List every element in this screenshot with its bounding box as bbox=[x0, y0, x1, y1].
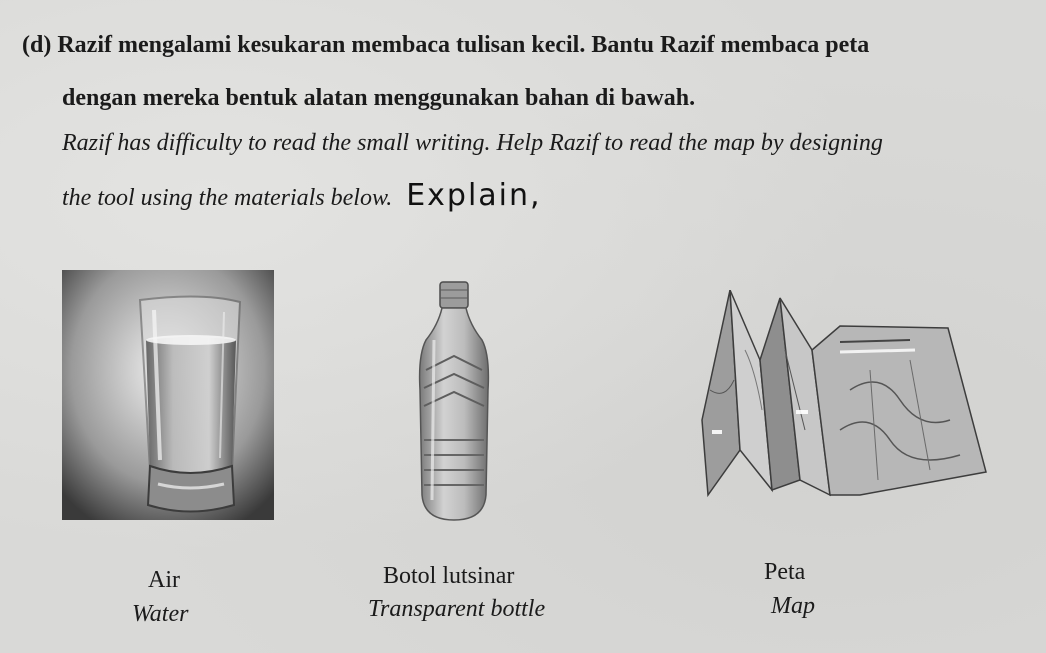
glass-of-water-image bbox=[62, 270, 274, 520]
material-3-english-label: Map bbox=[771, 593, 815, 619]
plastic-bottle-icon bbox=[412, 280, 496, 525]
question-english-text-1: Razif has difficulty to read the small writing. Help Razif to read the map by designing bbox=[62, 130, 883, 156]
material-1-english-label: Water bbox=[132, 601, 189, 627]
handwritten-note: Explain, bbox=[406, 178, 542, 213]
folded-map-icon bbox=[700, 290, 990, 500]
material-1-malay-label: Air bbox=[148, 567, 180, 593]
question-line-malay-1 bbox=[22, 30, 869, 60]
question-label: (d) bbox=[22, 32, 52, 58]
question-malay-text-1: Razif mengalami kesukaran membaca tulisan kecil. Bantu Razif membaca peta bbox=[57, 32, 870, 58]
question-english-text-2: the tool using the materials below. bbox=[62, 185, 393, 211]
transparent-bottle-image bbox=[412, 280, 496, 525]
material-2-malay-label: Botol lutsinar bbox=[383, 563, 515, 589]
question-english-line-2 bbox=[62, 178, 542, 213]
question-malay-text-2: dengan mereka bentuk alatan menggunakan bahan di bawah. bbox=[62, 85, 696, 111]
material-2-english-label: Transparent bottle bbox=[368, 596, 546, 622]
glass-of-water-icon bbox=[62, 270, 274, 520]
material-3-malay-label: Peta bbox=[764, 559, 806, 585]
folded-map-image bbox=[700, 290, 990, 500]
